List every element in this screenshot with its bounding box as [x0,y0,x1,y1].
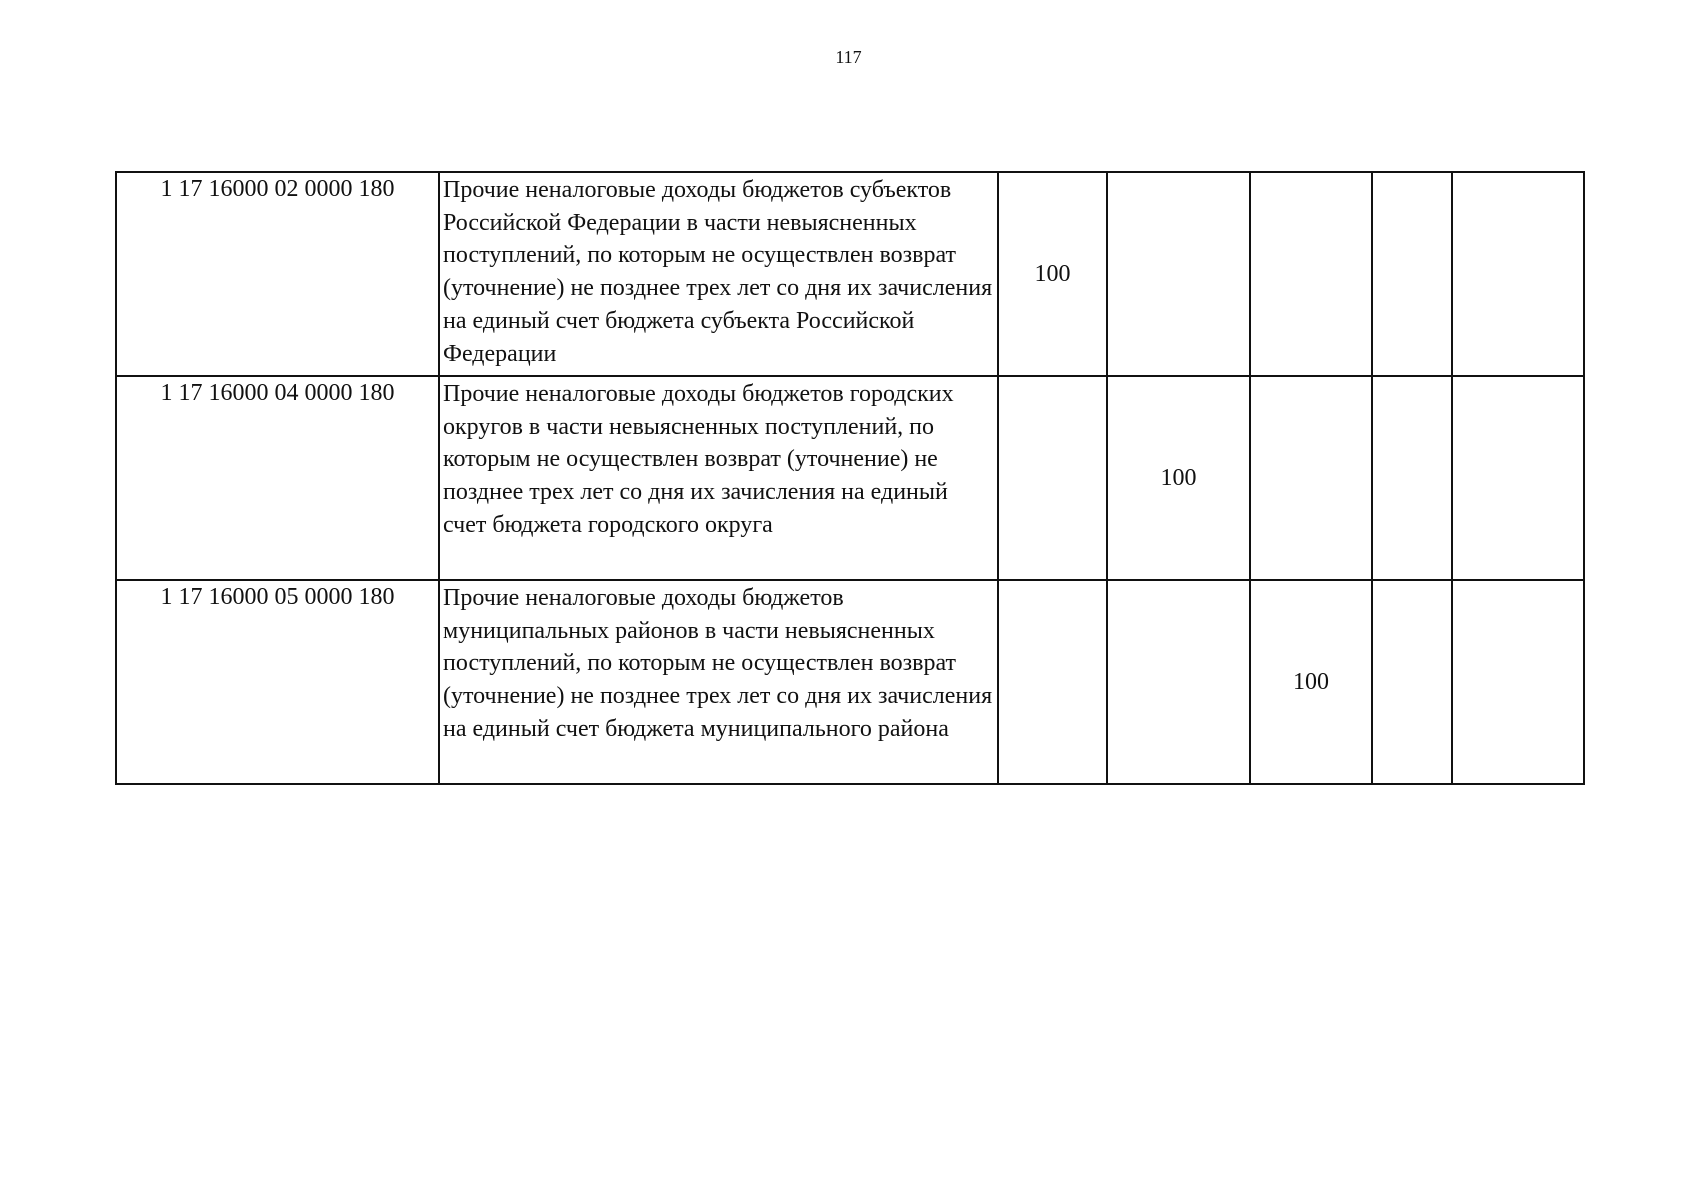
budget-classification-table [115,171,1585,785]
value-cell [1372,580,1452,784]
value-cell [1452,580,1584,784]
table-row [116,376,1584,580]
value-cell [1107,580,1250,784]
value-cell [1107,172,1250,376]
value-cell [998,376,1107,580]
budget-code-cell: 1 17 16000 04 0000 180 [116,376,439,580]
value-cell [1452,376,1584,580]
value-cell: 100 [1250,580,1372,784]
description-cell: Прочие неналоговые доходы бюджетов городских округов в части невыясненных поступлений, по которым не осуществлен возврат (уточнение) не позднее трех лет со дня их зачисления на единый счет бюджета городского округа [439,376,998,580]
budget-code-cell: 1 17 16000 05 0000 180 [116,580,439,784]
value-cell [1372,172,1452,376]
value-cell: 100 [1107,376,1250,580]
value-cell: 100 [998,172,1107,376]
page-number: 117 [835,47,862,67]
value-cell [1250,376,1372,580]
value-cell [1372,376,1452,580]
table-row [116,580,1584,784]
description-cell: Прочие неналоговые доходы бюджетов муниципальных районов в части невыясненных поступлений, по которым не осуществлен возврат (уточнение) не позднее трех лет со дня их зачисления на единый счет бюджета муниципального района [439,580,998,784]
value-cell [998,580,1107,784]
budget-code-cell: 1 17 16000 02 0000 180 [116,172,439,376]
value-cell [1250,172,1372,376]
description-cell: Прочие неналоговые доходы бюджетов субъектов Российской Федерации в части невыясненных поступлений, по которым не осуществлен возврат (уточнение) не позднее трех лет со дня их зачисления на единый счет бюджета субъекта Российской Федерации [439,172,998,376]
table-row [116,172,1584,376]
value-cell [1452,172,1584,376]
